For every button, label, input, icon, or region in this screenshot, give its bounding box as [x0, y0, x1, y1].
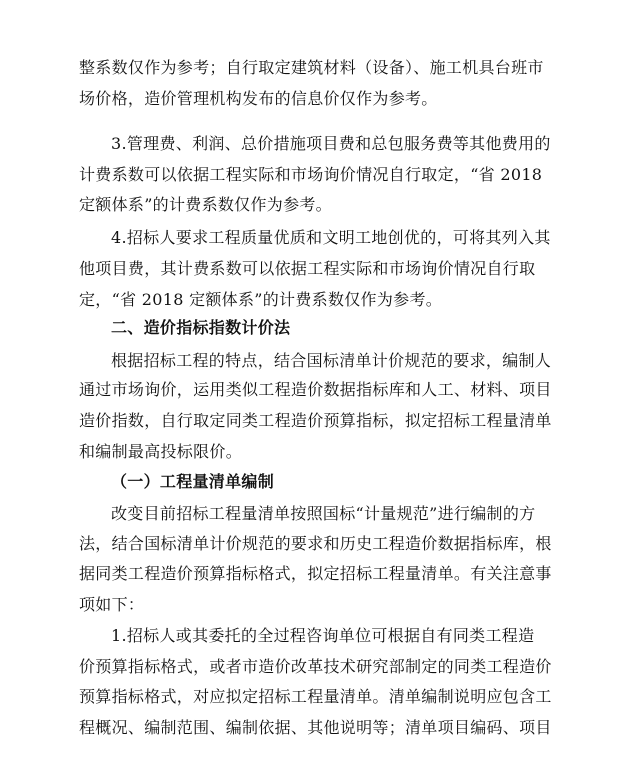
body-text-line: 价预算指标格式，或者市造价改革技术研究部制定的同类工程造价 [79, 657, 552, 676]
body-text-line: 整系数仅作为参考；自行取定建筑材料（设备）、施工机具台班市 [79, 58, 544, 77]
body-text-line: 程概况、编制范围、编制依据、其他说明等；清单项目编码、项目 [79, 718, 552, 737]
body-text-line: 和编制最高投标限价。 [79, 442, 243, 461]
body-text-line: 造价指数，自行取定同类工程造价预算指标，拟定招标工程量清单 [79, 411, 552, 430]
subsection-heading: （一）工程量清单编制 [111, 472, 275, 491]
body-text-line: 定，“省 2018 定额体系”的计费系数仅作为参考。 [79, 290, 443, 309]
body-text-line: 改变目前招标工程量清单按照国标“计量规范”进行编制的方 [111, 504, 536, 523]
body-text-line: 1.招标人或其委托的全过程咨询单位可根据自有同类工程造 [111, 626, 535, 645]
body-text-line: 项如下： [79, 595, 145, 614]
body-text-line: 3.管理费、利润、总价措施项目费和总包服务费等其他费用的 [111, 134, 551, 153]
body-text-line: 法，结合国标清单计价规范的要求和历史工程造价数据指标库，根 [79, 534, 552, 553]
body-text-line: 通过市场询价，运用类似工程造价数据指标库和人工、材料、项目 [79, 380, 552, 399]
body-text-line: 预算指标格式，对应拟定招标工程量清单。清单编制说明应包含工 [79, 687, 552, 706]
body-text-line: 据同类工程造价预算指标格式，拟定招标工程量清单。有关注意事 [79, 564, 552, 583]
section-heading: 二、造价指标指数计价法 [111, 318, 291, 337]
body-text-line: 根据招标工程的特点，结合国标清单计价规范的要求，编制人 [111, 351, 552, 370]
body-text-line: 4.招标人要求工程质量优质和文明工地创优的，可将其列入其 [111, 228, 551, 247]
body-text-line: 定额体系”的计费系数仅作为参考。 [79, 195, 332, 214]
body-text-line: 场价格，造价管理机构发布的信息价仅作为参考。 [79, 89, 438, 108]
body-text-line: 计费系数可以依据工程实际和市场询价情况自行取定，“省 2018 [79, 165, 543, 184]
body-text-line: 他项目费，其计费系数可以依据工程实际和市场询价情况自行取 [79, 259, 536, 278]
